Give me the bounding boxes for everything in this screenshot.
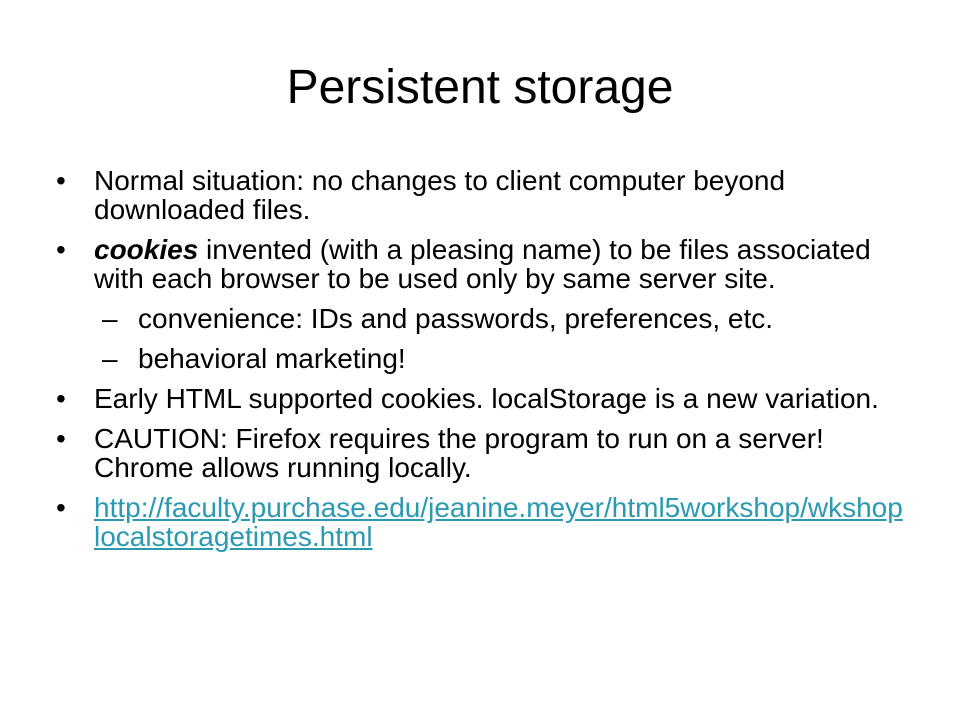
workshop-link[interactable]: http://faculty.purchase.edu/jeanine.meyer/html5workshop/wkshoplocalstoragetimes.html [94,492,903,552]
bullet-emphasis: cookies [94,234,199,265]
bullet-text: invented (with a pleasing name) to be files associated with each browser to be used only by same server site. [94,234,871,294]
bullet-item [56,424,906,482]
bullet-marker: • [56,234,66,265]
bullet-text: Early HTML supported cookies. localStorage is a new variation. [94,383,879,414]
bullet-item [56,493,906,551]
sub-bullet-text: behavioral marketing! [138,343,406,374]
sub-bullet-marker: – [102,343,118,374]
sub-bullet-item [56,304,906,333]
sub-bullet-text: convenience: IDs and passwords, preferences, etc. [138,303,774,334]
bullet-marker: • [56,165,66,196]
slide-title: Persistent storage [286,61,674,114]
bullet-marker: • [56,383,66,414]
bullet-item [56,166,906,224]
bullet-marker: • [56,423,66,454]
bullet-marker: • [56,492,66,523]
bullet-item [56,384,906,413]
bullet-text: CAUTION: Firefox requires the program to run on a server! Chrome allows running locally. [94,423,824,483]
bullet-text: Normal situation: no changes to client computer beyond downloaded files. [94,165,786,225]
bullet-item [56,235,906,293]
sub-bullet-marker: – [102,303,118,334]
sub-bullet-item [56,344,906,373]
bullet-list [56,166,906,562]
